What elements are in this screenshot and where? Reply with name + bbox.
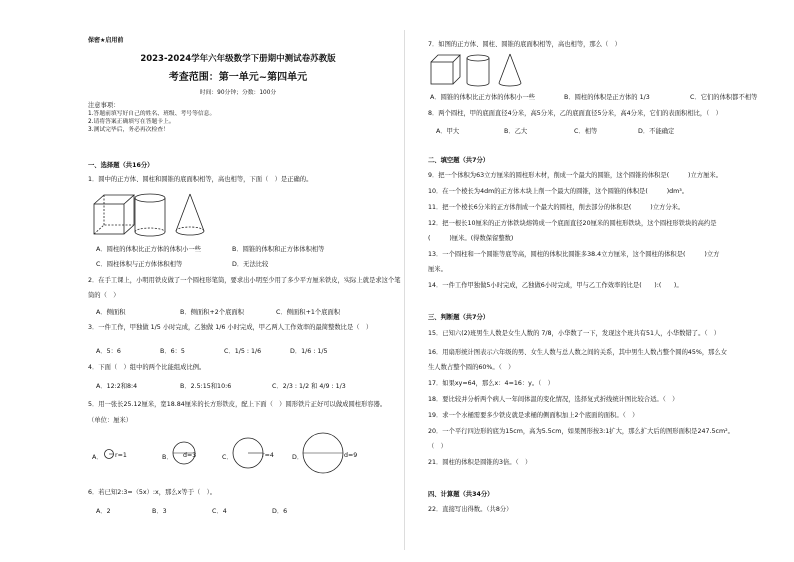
q1-option-d[interactable]: D．无法比较 bbox=[232, 261, 269, 268]
q8-option-b[interactable]: B．乙大 bbox=[504, 128, 528, 135]
q20-text-cont: （ ） bbox=[428, 443, 447, 450]
q9-text: 9．把一个体积为63立方厘米的圆柱形木材，削成一个最大的圆锥，这个圆锥的体积是( )立方厘米。 bbox=[428, 172, 722, 179]
q6-option-b[interactable]: B．3 bbox=[152, 508, 167, 515]
q6-option-c[interactable]: C．4 bbox=[212, 508, 227, 515]
q7-solids-figure bbox=[430, 52, 550, 88]
q6-option-a[interactable]: A．2 bbox=[96, 508, 111, 515]
q1-option-b[interactable]: B．圆锥的体积和正方体体积相等 bbox=[232, 246, 325, 253]
q5-circle-d-icon bbox=[302, 432, 344, 474]
right-column bbox=[414, 0, 794, 562]
cylinder-icon bbox=[135, 194, 165, 236]
section-calc-title: 四、计算题（共34分） bbox=[428, 491, 494, 498]
q7-stem: 7．如图的正方体、圆柱、圆锥的底面积相等，高也相等，那么（ ） bbox=[428, 41, 621, 48]
q2-stem-cont: 筒的（ ） bbox=[88, 292, 120, 299]
q5-unit: （单位：厘米） bbox=[88, 417, 133, 424]
q11-text: 11．把一个棱长6分米的正方体削成一个最大的圆柱，削去部分的体积是( )立方分米。 bbox=[428, 204, 685, 211]
q4-stem: 4．下面（ ）组中的两个比能组成比例。 bbox=[88, 364, 206, 371]
q5-option-b[interactable]: B． bbox=[162, 454, 173, 461]
q16-text: 16．用扇形统计图表示六年级的男、女生人数与总人数之间的关系，其中男生人数占整个圆的45%，那么女 bbox=[428, 349, 728, 356]
q3-option-d[interactable]: D．1/6 : 1/5 bbox=[290, 348, 328, 355]
exam-meta: 时间：90分钟；分数：100分 bbox=[199, 90, 277, 96]
q4-option-c[interactable]: C．2/3 : 1/2 和 4/9 : 1/3 bbox=[272, 383, 346, 390]
q8-stem: 8．两个圆柱，甲的底面直径4分米，高5分米，乙的底面直径5分米，高4分米，它们的表面积相比，（ ） bbox=[428, 110, 722, 117]
q7-option-a[interactable]: A．圆锥的体积比正方体的体积小一些 bbox=[430, 94, 536, 101]
q1-stem: 1．圆中的正方体、圆柱和圆锥的底面积相等，高也相等，下面（ ）是正确的。 bbox=[88, 176, 313, 183]
q5-option-c[interactable]: C． bbox=[222, 454, 233, 461]
q22-text: 22．直接写出得数。（共8分） bbox=[428, 506, 513, 513]
q6-option-d[interactable]: D．6 bbox=[272, 508, 288, 515]
q15-text: 15．已知六(2)班男生人数是女生人数的 7/8，小华数了一下，发现这个班共有51人，小华数错了。（ ） bbox=[428, 330, 721, 337]
exam-title: 2023-2024学年六年级数学下册期中测试卷苏教版 bbox=[140, 54, 336, 64]
q12-text-cont: ( )厘米。(得数保留整数) bbox=[428, 235, 514, 242]
section-fill-title: 二、填空题（共7分） bbox=[428, 157, 490, 164]
q3-option-c[interactable]: C．1/5 : 1/6 bbox=[224, 348, 262, 355]
q7-option-c[interactable]: C．它们的体积都不相等 bbox=[690, 94, 758, 101]
q5-label-d: d=9 bbox=[344, 452, 358, 459]
notes-title: 注意事项： bbox=[88, 102, 120, 109]
note-item: 3.测试完毕后，务必再次检查！ bbox=[88, 127, 169, 133]
q17-text: 17．如果xy=64，那么x：4=16：y。（ ） bbox=[428, 380, 554, 387]
q5-option-d[interactable]: D． bbox=[292, 454, 304, 461]
q8-option-c[interactable]: C．相等 bbox=[574, 128, 598, 135]
cube-icon bbox=[431, 55, 460, 84]
q5-circle-a-icon bbox=[104, 449, 114, 459]
q1-option-c[interactable]: C．圆柱体积与正方体体积相等 bbox=[96, 261, 183, 268]
q2-stem: 2．在手工课上，小明用铁皮做了一个圆柱形笔筒，要求出小明至少用了多少平方厘米铁皮，实际上就是求这个笔 bbox=[88, 277, 401, 284]
q13-text: 13．一个圆柱和一个圆锥等底等高，圆柱的体积比圆锥多38.4立方厘米，这个圆柱的体积是( )立方 bbox=[428, 251, 720, 258]
section-judge-title: 三、判断题（共7分） bbox=[428, 314, 490, 321]
q4-option-b[interactable]: B．2.5:15和10:6 bbox=[180, 383, 232, 390]
q1-solids-figure bbox=[92, 190, 352, 240]
note-item: 2.请将答案正确填写在答题卡上。 bbox=[88, 119, 175, 125]
q10-text: 10．在一个棱长为4dm的正方体木块上削一个最大的圆锥，这个圆锥的体积是( )dm³。 bbox=[428, 188, 689, 195]
q1-option-a[interactable]: A．圆柱的体积比正方体的体积小一些 bbox=[96, 246, 202, 253]
secret-label: 保密★启用前 bbox=[88, 37, 124, 44]
q21-text: 21．圆柱的体积是圆锥的3倍。（ ） bbox=[428, 459, 532, 466]
q14-text: 14．一件工作甲独做5小时完成，乙独做6小时完成，甲与乙工作效率的比是( ):( )。 bbox=[428, 282, 683, 289]
q3-option-a[interactable]: A．5：6 bbox=[96, 348, 121, 355]
cylinder-icon bbox=[467, 55, 489, 86]
cone-icon bbox=[176, 194, 204, 235]
q12-text: 12．把一根长10厘米的正方体铁块熔铸成一个底面直径20厘米的圆柱形铁块，这个圆柱形铁块的高约是 bbox=[428, 220, 717, 227]
q8-option-a[interactable]: A．甲大 bbox=[436, 128, 460, 135]
section-choice-title: 一、选择题（共16分） bbox=[88, 162, 154, 169]
q2-option-b[interactable]: B．侧面积+2个底面积 bbox=[180, 309, 244, 316]
exam-scope: 考查范围：第一单元~第四单元 bbox=[168, 72, 308, 83]
cone-icon bbox=[499, 54, 521, 86]
q2-option-a[interactable]: A．侧面积 bbox=[96, 309, 126, 316]
q19-text: 19．求一个水桶需要多少铁皮就是求桶的侧面积加上2个底面的面积。（ ） bbox=[428, 412, 639, 419]
q4-option-a[interactable]: A．12:2和8:4 bbox=[96, 383, 138, 390]
q8-option-d[interactable]: D．不能确定 bbox=[638, 128, 675, 135]
q18-text: 18．要比较并分析两个病人一年间体温的变化情况，选择复式折线统计图比较合适。（ ） bbox=[428, 396, 679, 403]
note-item: 1.答题前填写好自己的姓名、班级、考号等信息。 bbox=[88, 111, 216, 117]
q20-text: 20．一个平行四边形的底为15cm，高为5.5cm，如果图形按3:1扩大，那么扩大后的图形面积是247.5cm²。 bbox=[428, 428, 734, 435]
q16-text-cont: 生人数占整个圆的60%。（ ） bbox=[428, 364, 515, 371]
q13-text-cont: 厘米。 bbox=[428, 266, 447, 273]
q5-label-b: d=3 bbox=[183, 452, 197, 459]
q3-option-b[interactable]: B．6：5 bbox=[160, 348, 185, 355]
column-divider bbox=[404, 30, 405, 550]
q7-option-b[interactable]: B．圆柱的体积是正方体的 1/3 bbox=[564, 94, 650, 101]
q5-circle-c-icon bbox=[232, 437, 264, 469]
q5-label-a: r=1 bbox=[115, 452, 127, 459]
cube-icon bbox=[94, 195, 134, 234]
q5-label-c: r=4 bbox=[262, 452, 274, 459]
q3-stem: 3．一件工作，甲独做 1/5 小时完成，乙独做 1/6 小时完成，甲乙两人工作效率的最简整数比是（ ） bbox=[88, 324, 373, 331]
q5-option-a[interactable]: A． bbox=[92, 454, 103, 461]
q5-stem: 5．用一张长25.12厘米，宽18.84厘米的长方形铁皮，配上下面（ ）圆形铁片正好可以做成圆柱形容器。 bbox=[88, 401, 387, 408]
q2-option-c[interactable]: C．侧面积+1个底面积 bbox=[276, 309, 341, 316]
q6-stem: 6．若已知2:3=（5x）:x，那么x等于（ ）。 bbox=[88, 489, 217, 496]
